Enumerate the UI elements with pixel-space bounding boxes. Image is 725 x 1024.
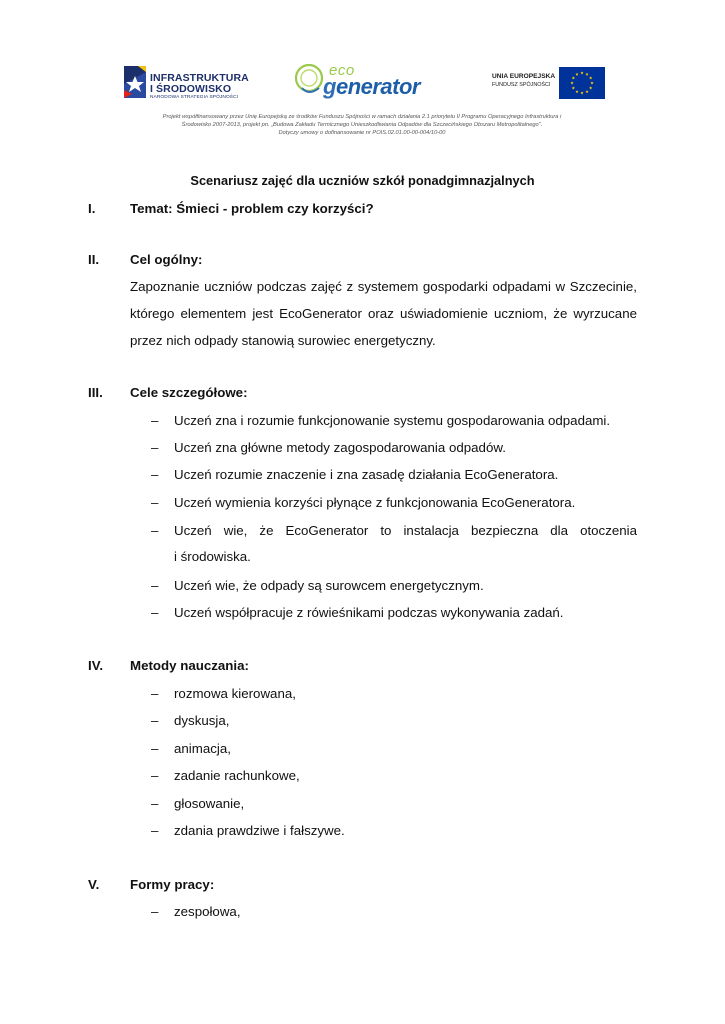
- section-numeral: I.: [88, 201, 96, 216]
- section-heading-work-forms: Formy pracy:: [130, 877, 215, 892]
- list-item: zdania prawdziwe i fałszywe.: [174, 823, 345, 838]
- paragraph-line: przez nich odpady stanowią surowiec energetyczny.: [130, 333, 436, 348]
- funding-note-line: Środowisko 2007-2013, projekt pn. „Budowa Zakładu Termicznego Unieszkodliwiania Odpadów dla Szczecińskiego Obszaru Metropolitalnego".: [181, 122, 543, 128]
- document-title: Scenariusz zajęć dla uczniów szkół ponadgimnazjalnych: [190, 173, 535, 188]
- dash-bullet: –: [151, 578, 159, 593]
- infra-logo-line2: I ŚRODOWISKO: [150, 83, 232, 95]
- list-item: Uczeń wie, że odpady są surowcem energetycznym.: [174, 578, 484, 593]
- dash-bullet: –: [151, 741, 159, 756]
- list-item: animacja,: [174, 741, 231, 756]
- list-item: Uczeń zna główne metody zagospodarowania odpadów.: [174, 440, 506, 455]
- paragraph-line: Zapoznanie uczniów podczas zajęć z systemem gospodarki odpadami w Szczecinie,: [130, 279, 637, 294]
- eco-circle-icon: [293, 62, 327, 100]
- infra-logo-line1: INFRASTRUKTURA: [150, 72, 249, 84]
- dash-bullet: –: [151, 467, 159, 482]
- dash-bullet: –: [151, 440, 159, 455]
- funding-note-line: Projekt współfinansowany przez Unię Europejską ze środków Funduszu Spójności w ramach działania 2.1 priorytetu II Programu Operacyjnego Infrastruktura i: [162, 114, 562, 120]
- star-flag-icon: [122, 64, 148, 100]
- list-item: rozmowa kierowana,: [174, 686, 296, 701]
- section-numeral: IV.: [88, 658, 104, 673]
- generator-rest: enerator: [335, 74, 420, 99]
- list-item: dyskusja,: [174, 713, 230, 728]
- list-item: Uczeń współpracuje z rówieśnikami podczas wykonywania zadań.: [174, 605, 564, 620]
- section-heading-topic: Temat: Śmieci - problem czy korzyści?: [130, 201, 374, 216]
- dash-bullet: –: [151, 686, 159, 701]
- section-numeral: II.: [88, 252, 100, 267]
- generator-g: g: [323, 74, 336, 99]
- funding-note-line: Dotyczy umowy o dofinansowanie nr POIS.02.01.00-00-004/10-00: [278, 130, 446, 136]
- eu-flag-icon: [559, 67, 605, 99]
- ecogenerator-logo: [293, 62, 438, 102]
- list-item: Uczeń zna i rozumie funkcjonowanie systemu gospodarowania odpadami.: [174, 413, 611, 428]
- list-item: zadanie rachunkowe,: [174, 768, 300, 783]
- list-item-continuation: i środowiska.: [174, 549, 251, 564]
- list-item: Uczeń rozumie znaczenie i zna zasadę działania EcoGeneratora.: [174, 467, 559, 482]
- dash-bullet: –: [151, 605, 159, 620]
- dash-bullet: –: [151, 713, 159, 728]
- funding-note: [118, 113, 606, 137]
- dash-bullet: –: [151, 768, 159, 783]
- section-heading-specific-goals: Cele szczegółowe:: [130, 385, 248, 400]
- dash-bullet: –: [151, 523, 159, 538]
- list-item: zespołowa,: [174, 904, 241, 919]
- eco-word: eco: [329, 62, 355, 79]
- section-numeral: V.: [88, 877, 100, 892]
- dash-bullet: –: [151, 823, 159, 838]
- unia-europejska-logo: [488, 67, 606, 101]
- list-item: głosowanie,: [174, 796, 245, 811]
- list-item: Uczeń wymienia korzyści płynące z funkcjonowania EcoGeneratora.: [174, 495, 576, 510]
- list-item: Uczeń wie, że EcoGenerator to instalacja bezpieczna dla otoczenia: [174, 523, 637, 538]
- infra-logo-line3: NARODOWA STRATEGIA SPÓJNOŚCI: [150, 95, 239, 100]
- dash-bullet: –: [151, 495, 159, 510]
- dash-bullet: –: [151, 413, 159, 428]
- dash-bullet: –: [151, 904, 159, 919]
- ue-logo-line1: UNIA EUROPEJSKA: [492, 73, 556, 80]
- section-numeral: III.: [88, 385, 103, 400]
- ue-logo-line2: FUNDUSZ SPÓJNOŚCI: [492, 82, 551, 88]
- generator-word: [323, 74, 420, 100]
- dash-bullet: –: [151, 796, 159, 811]
- infrastruktura-logo: [122, 62, 249, 104]
- section-heading-teaching-methods: Metody nauczania:: [130, 658, 249, 673]
- paragraph-line: którego elementem jest EcoGenerator oraz uświadomienie uczniom, że wyrzucane: [130, 306, 637, 321]
- section-heading-general-goal: Cel ogólny:: [130, 252, 203, 267]
